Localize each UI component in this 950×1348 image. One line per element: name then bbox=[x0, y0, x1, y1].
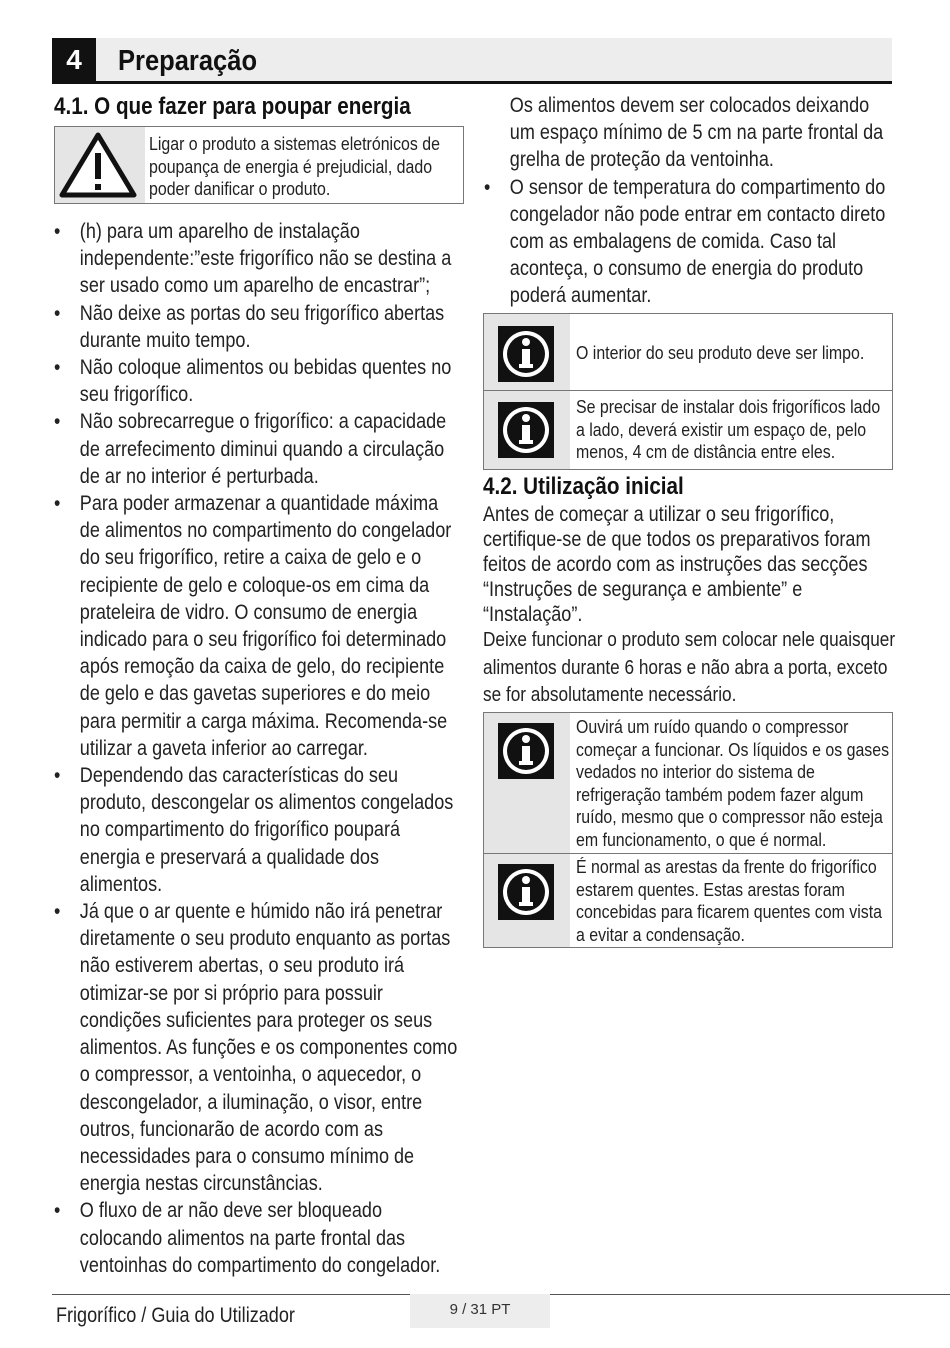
footer-title: Frigorífico / Guia do Utilizador bbox=[56, 1304, 295, 1327]
info-text: É normal as arestas da frente do frigorífico estarem quentes. Estas arestas foram concebidas para ficarem quentes com vista a evitar a condensação. bbox=[576, 856, 882, 945]
list-item: • Não coloque alimentos ou bebidas quentes no seu frigorífico. bbox=[54, 354, 458, 408]
section-4-2 bbox=[483, 472, 896, 710]
header-rule bbox=[52, 81, 892, 84]
list-item: • (h) para um aparelho de instalação independente:”este frigorífico não se destina a ser usado como um aparelho de encastrar”; bbox=[54, 218, 458, 300]
info-text: O interior do seu produto deve ser limpo. bbox=[576, 342, 865, 363]
section-title-4-1: 4.1. O que fazer para poupar energia bbox=[54, 93, 411, 120]
chapter-header bbox=[52, 38, 892, 82]
info-icon bbox=[498, 864, 554, 920]
list-item: • O sensor de temperatura do compartimento do congelador não pode entrar em contacto direto com as embalagens de comida. Caso tal aconteça, o consumo de energia do produto poderá aumentar. bbox=[484, 174, 890, 310]
paragraph: Antes de começar a utilizar o seu frigorífico, certifique-se de que todos os preparativos foram feitos de acordo com as instruções das secções “Instruções de segurança e ambiente” e “Instalação”. bbox=[483, 503, 871, 626]
continuation-text: Os alimentos devem ser colocados deixando um espaço mínimo de 5 cm na parte frontal da grelha de proteção da ventoinha. bbox=[509, 94, 884, 172]
warning-text: Ligar o produto a sistemas eletrónicos de poupança de energia é prejudicial, dado poder danificar o produto. bbox=[149, 133, 440, 199]
list-item: • Já que o ar quente e húmido não irá penetrar diretamente o seu produto enquanto as portas não estiverem abertas, o seu produto irá otimizar-se por si próprio para possuir condições suficientes para proteger os seus alimentos. As funções e os componentes como o compressor, a ventoinha, o aquecedor, o descongelador, a iluminação, o visor, entre outros, funcionarão de acordo com as necessidades para o consumo mínimo de energia nestas circunstâncias. bbox=[54, 898, 458, 1197]
warning-triangle-icon bbox=[58, 131, 138, 199]
section-title-4-2: 4.2. Utilização inicial bbox=[483, 473, 684, 500]
info-icon bbox=[498, 723, 554, 779]
info-text: Ouvirá um ruído quando o compressor começar a funcionar. Os líquidos e os gases vedados no interior do sistema de refrigeração também podem fazer algum ruído, mesmo que o compressor não esteja em funcionamento, o que é normal. bbox=[576, 716, 890, 850]
list-item: • Para poder armazenar a quantidade máxima de alimentos no compartimento do congelador do seu frigorífico, retire a caixa de gelo e o recipiente de gelo e coloque-os em cima da prateleira de vidro. O consumo de energia indicado para o seu frigorífico foi determinado após remoção da caixa de gelo, do recipiente de gelo e das gavetas superiores e do meio para permitir a carga máxima. Recomenda-se utilizar a gaveta inferior ao carregar. bbox=[54, 490, 458, 762]
info-text: Se precisar de instalar dois frigoríficos lado a lado, deverá existir um espaço de, pelo menos, 4 cm de distância entre eles. bbox=[576, 396, 881, 463]
list-item: • Dependendo das características do seu produto, descongelar os alimentos congelados no compartimento do frigorífico poupará energia e preservará a qualidade dos alimentos. bbox=[54, 762, 458, 898]
chapter-title: Preparação bbox=[118, 45, 258, 77]
paragraph: Deixe funcionar o produto sem colocar nele quaisquer alimentos durante 6 horas e não abra a porta, exceto se for absolutamente necessário. bbox=[483, 629, 896, 706]
page-number: 9 / 31 PT bbox=[410, 1294, 550, 1328]
chapter-number: 4 bbox=[52, 38, 96, 82]
list-item: • O fluxo de ar não deve ser bloqueado colocando alimentos na parte frontal das ventoinhas do compartimento do congelador. bbox=[54, 1197, 458, 1279]
warning-box bbox=[54, 126, 464, 204]
info-box-group-2 bbox=[483, 712, 893, 948]
info-box-group-1 bbox=[483, 313, 893, 470]
info-icon bbox=[498, 326, 554, 382]
list-item: • Não sobrecarregue o frigorífico: a capacidade de arrefecimento diminui quando a circulação de ar no interior é perturbada. bbox=[54, 408, 458, 490]
right-column-text bbox=[484, 92, 890, 310]
energy-tips-list bbox=[54, 218, 458, 1279]
info-icon bbox=[498, 402, 554, 458]
list-item: • Não deixe as portas do seu frigorífico abertas durante muito tempo. bbox=[54, 300, 458, 354]
